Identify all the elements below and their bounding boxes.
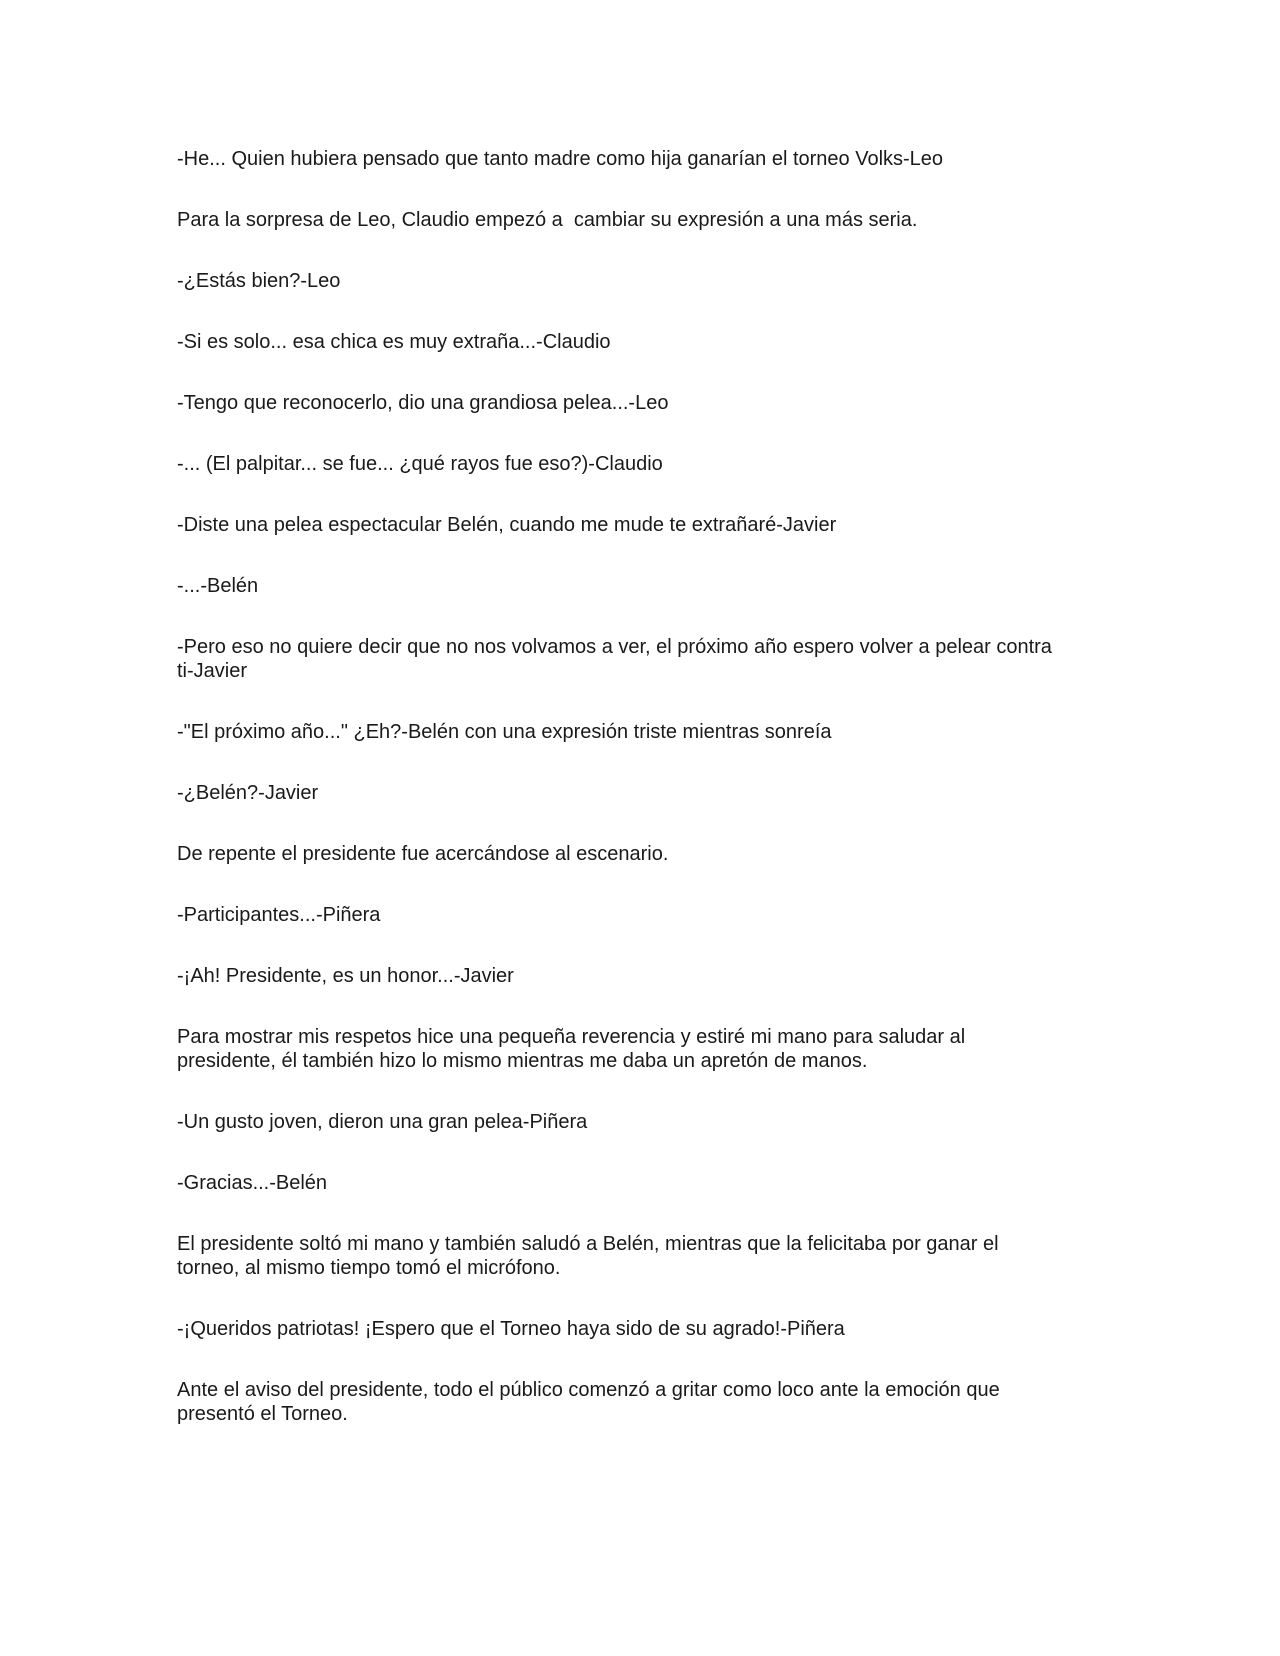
paragraph-14: -¡Ah! Presidente, es un honor...-Javier [177,965,514,987]
paragraph-10: -"El próximo año..." ¿Eh?-Belén con una expresión triste mientras sonreía [177,721,832,743]
paragraph-9: -Pero eso no quiere decir que no nos volvamos a ver, el próximo año espero volver a pelear contra ti-Javier [177,636,1052,682]
paragraph-19: -¡Queridos patriotas! ¡Espero que el Torneo haya sido de su agrado!-Piñera [177,1318,845,1340]
paragraph-4: -Si es solo... esa chica es muy extraña...-Claudio [177,331,611,353]
paragraph-12: De repente el presidente fue acercándose al escenario. [177,843,669,865]
paragraph-20: Ante el aviso del presidente, todo el público comenzó a gritar como loco ante la emoción que presentó el Torneo. [177,1379,1000,1425]
paragraph-3: -¿Estás bien?-Leo [177,270,341,292]
paragraph-6: -... (El palpitar... se fue... ¿qué rayos fue eso?)-Claudio [177,453,663,475]
document-body [177,147,1097,1463]
paragraph-18: El presidente soltó mi mano y también saludó a Belén, mientras que la felicitaba por ganar el torneo, al mismo tiempo tomó el micrófono. [177,1233,999,1279]
paragraph-7: -Diste una pelea espectacular Belén, cuando me mude te extrañaré-Javier [177,514,837,536]
paragraph-1: -He... Quien hubiera pensado que tanto madre como hija ganarían el torneo Volks-Leo [177,148,944,170]
paragraph-11: -¿Belén?-Javier [177,782,319,804]
paragraph-5: -Tengo que reconocerlo, dio una grandiosa pelea...-Leo [177,392,669,414]
paragraph-15: Para mostrar mis respetos hice una pequeña reverencia y estiré mi mano para saludar al presidente, él también hizo lo mismo mientras me daba un apretón de manos. [177,1026,966,1072]
paragraph-17: -Gracias...-Belén [177,1172,328,1194]
paragraph-13: -Participantes...-Piñera [177,904,381,926]
paragraph-16: -Un gusto joven, dieron una gran pelea-Piñera [177,1111,588,1133]
paragraph-2: Para la sorpresa de Leo, Claudio empezó a cambiar su expresión a una más seria. [177,209,918,231]
paragraph-8: -...-Belén [177,575,259,597]
